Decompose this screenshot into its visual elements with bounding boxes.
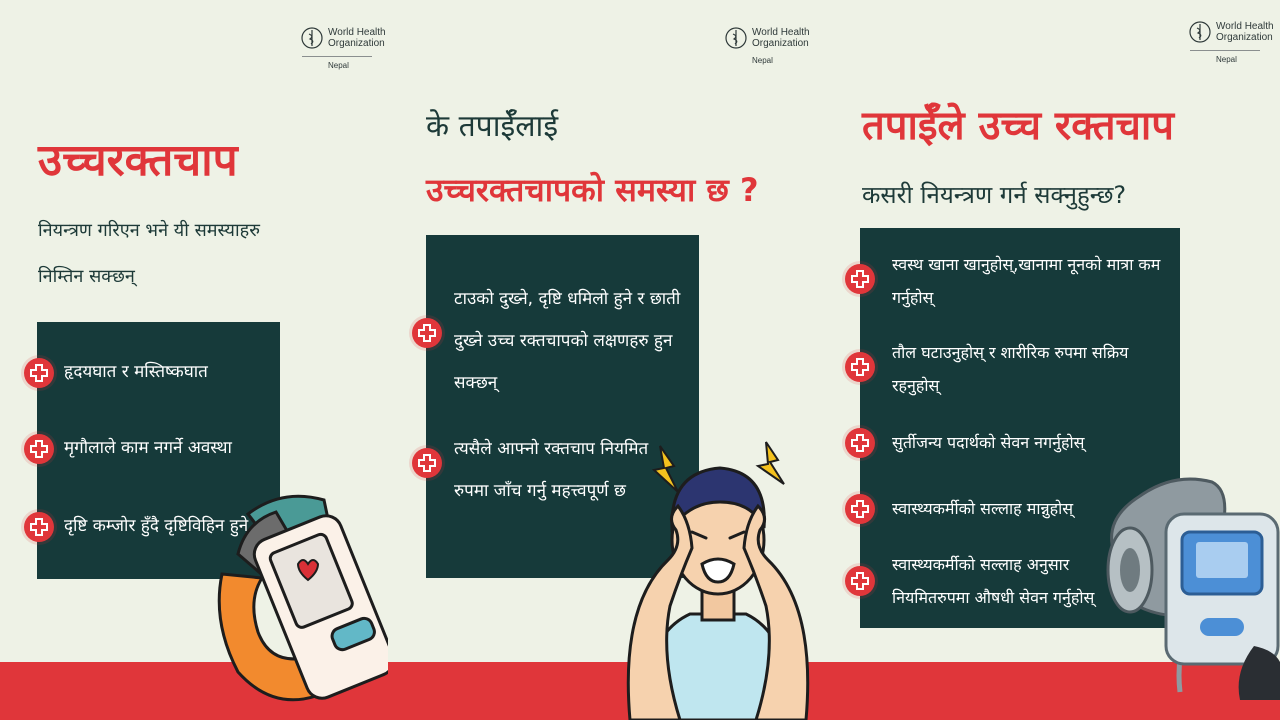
panel3-item-2-line2: रहनुहोस्: [892, 376, 940, 395]
panel2-item-1-line1: टाउको दुख्ने, दृष्टि धमिलो हुने र छाती: [454, 289, 681, 309]
logo-name-line2: Organization: [1216, 32, 1273, 43]
plus-icon: [24, 358, 54, 388]
who-logo-3: [1188, 20, 1274, 64]
digital-bp-monitor-illustration: [1104, 462, 1280, 700]
logo-divider: [302, 56, 372, 57]
panel1-title: उच्चरक्तचाप: [38, 135, 238, 186]
panel3-item-1-line1: स्वस्थ खाना खानुहोस्,खानामा नूनको मात्रा कम: [892, 255, 1161, 274]
headache-man-illustration: [620, 436, 816, 720]
plus-icon: [24, 434, 54, 464]
panel2-item-2-line2: रुपमा जाँच गर्नु महत्त्वपूर्ण छ: [454, 481, 626, 501]
who-emblem-icon: [300, 26, 324, 50]
plus-icon: [845, 428, 875, 458]
panel3-item-5-line2: नियमितरुपमा औषधी सेवन गर्नुहोस्: [892, 588, 1095, 607]
plus-icon: [845, 494, 875, 524]
panel2-title-line1: के तपाईँलाई: [426, 109, 559, 144]
logo-country: Nepal: [1216, 55, 1237, 64]
logo-name-line1: World Health: [752, 27, 810, 38]
panel2-item-2-line1: त्यसैले आफ्नो रक्तचाप नियमित: [454, 439, 649, 459]
panel3-item-5-line1: स्वास्थ्यकर्मीको सल्लाह अनुसार: [892, 555, 1070, 574]
panel3-item-2: [892, 336, 1128, 402]
plus-icon: [845, 352, 875, 382]
panel1-item-3: दृष्टि कम्जोर हुँदै दृष्टिविहिन हुने: [64, 516, 249, 536]
logo-name-line2: Organization: [328, 38, 385, 49]
plus-icon: [845, 264, 875, 294]
panel3-item-4: स्वास्थ्यकर्मीको सल्लाह मान्नुहोस्: [892, 499, 1074, 518]
who-logo-2: [724, 26, 810, 65]
blood-pressure-monitor-illustration: [212, 482, 388, 712]
plus-icon: [24, 512, 54, 542]
panel2-item-1: [454, 278, 680, 404]
panel3-title: तपाईँले उच्च रक्तचाप: [862, 103, 1174, 149]
plus-icon: [845, 566, 875, 596]
panel1-subtitle-line1: नियन्त्रण गरिएन भने यी समस्याहरु: [38, 220, 260, 241]
panel3-item-5: [892, 548, 1094, 614]
who-emblem-icon: [1188, 20, 1212, 44]
logo-name-line1: World Health: [1216, 21, 1274, 32]
panel3-item-2-line1: तौल घटाउनुहोस् र शारीरिक रुपमा सक्रिय: [892, 343, 1129, 362]
panel2-title-line2: उच्चरक्तचापको समस्या छ ?: [426, 171, 759, 209]
logo-divider: [1190, 50, 1260, 51]
logo-name-line1: World Health: [328, 27, 386, 38]
logo-country: Nepal: [752, 56, 773, 65]
panel1-item-1: हृदयघात र मस्तिष्कघात: [64, 362, 208, 382]
panel3-item-1: [892, 248, 1160, 314]
who-logo-1: [300, 26, 386, 70]
panel3-item-1-line2: गर्नुहोस्: [892, 288, 934, 307]
panel1-subtitle-line2: निम्तिन सक्छन्: [38, 266, 135, 287]
plus-icon: [412, 448, 442, 478]
logo-name-line2: Organization: [752, 38, 809, 49]
panel3-item-3: सुर्तीजन्य पदार्थको सेवन नगर्नुहोस्: [892, 433, 1085, 452]
panel3-subtitle: कसरी नियन्त्रण गर्न सक्नुहुन्छ?: [862, 181, 1127, 209]
panel2-item-1-line2: दुख्ने उच्च रक्तचापको लक्षणहरु हुन: [454, 331, 673, 351]
panel2-item-1-line3: सक्छन्: [454, 373, 498, 393]
who-emblem-icon: [724, 26, 748, 50]
panel1-item-2: मृगौलाले काम नगर्ने अवस्था: [64, 438, 232, 458]
logo-country: Nepal: [328, 61, 349, 70]
plus-icon: [412, 318, 442, 348]
